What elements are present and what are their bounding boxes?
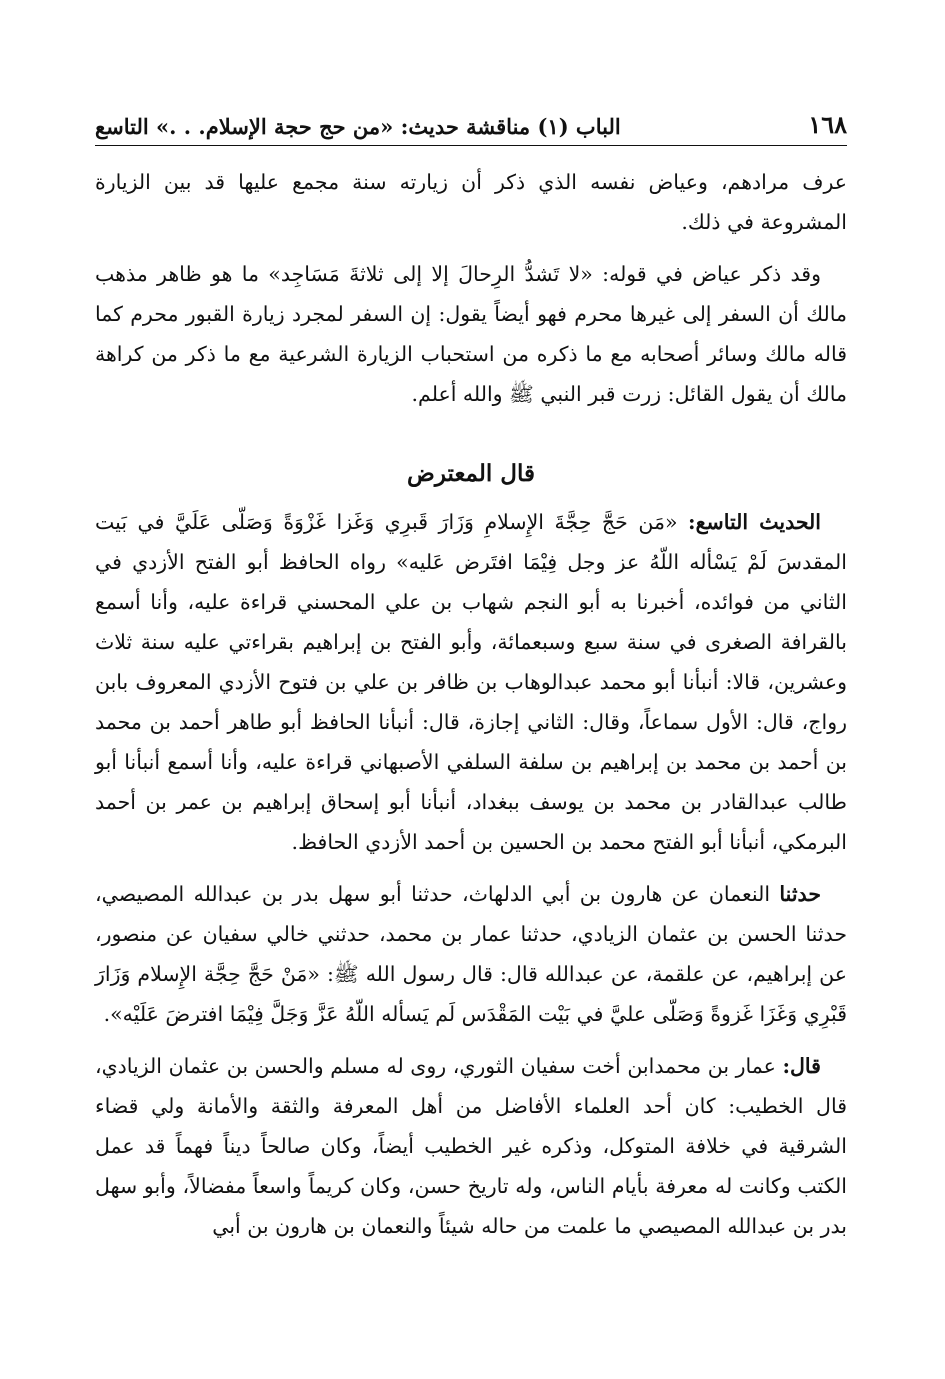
paragraph-3-text: «مَن حَجَّ حِجَّةَ الإِسلامِ وَزَارَ قَبرِي وَغَزا غَزْوَةً وَصَلّى عَلَيَّ في بَيت المقدسَ لَمْ يَسْأله اللّهُ عز وجل فِيْمَا افتَرض عَليه» رواه الحافظ أبو الفتح الأزدي في الثاني من فوائده، أخبرنا به أبو النجم شهاب بن علي المحسني قراءة عليه، وأنا أسمع بالقرافة الصغرى في سنة سبع وسبعمائة، وأبو الفتح بن إبراهيم بقراءتي عليه سنة ثلاث وعشرين، قالا: أنبأنا أبو محمد عبدالوهاب بن ظافر بن علي بن فتوح الأزدي المعروف بابن رواج، قال: الأول سماعاً، وقال: الثاني إجازة، قال: أنبأنا الحافظ أبو طاهر أحمد بن محمد بن أحمد بن محمد بن إبراهيم بن سلفة السلفي الأصبهاني قراءة عليه، وأنا أسمع أنبأنا أبو طالب عبدالقادر بن محمد بن يوسف ببغداد، أنبأنا أبو إسحاق إبراهيم بن عمر بن أحمد البرمكي، أنبأنا أبو الفتح محمد بن الحسين بن أحمد الأزدي الحافظ. xyxy=(95,510,847,854)
paragraph-3-lead: الحديث التاسع: xyxy=(688,510,821,534)
page-header xyxy=(95,100,847,146)
paragraph-4-text: النعمان عن هارون بن أبي الدلهاث، حدثنا أبو سهل بدر بن عبدالله المصيصي، حدثنا الحسن بن عثمان الزيادي، حدثنا عمار بن محمد، حدثني خالي سفيان عن منصور، عن إبراهيم، عن علقمة، عن عبدالله قال: قال رسول الله ﷺ: «مَنْ حَجَّ حِجَّة الإِسلام وَزَارَ قَبْرِي وَغَزَا غَزوةً وَصَلّى عليَّ في بَيْت المَقْدَس لَم يَسأله اللّهُ عَزَّ وَجَلَّ فِيْمَا افترضَ عَلَيْه». xyxy=(95,882,847,1026)
paragraph-3 xyxy=(95,502,847,862)
book-page xyxy=(95,100,847,1258)
paragraph-5-text: عمار بن محمدابن أخت سفيان الثوري، روى له مسلم والحسن بن عثمان الزيادي، قال الخطيب: كان أحد العلماء الأفاضل من أهل المعرفة والثقة والأمانة ولي قضاء الشرقية في خلافة المتوكل، وذكره غير الخطيب أيضاً، وكان صالحاً ديناً فهماً قد عمل الكتب وكانت له معرفة بأيام الناس، وله تاريخ حسن، وكان كريماً واسعاً مفضالاً، وأبو سهل بدر بن عبدالله المصيصي ما علمت من حاله شيئاً والنعمان بن هارون بن أبي xyxy=(95,1054,847,1238)
paragraph-4-lead: حدثنا xyxy=(779,882,821,906)
page-body xyxy=(95,162,847,1246)
paragraph-5-lead: قال: xyxy=(782,1054,821,1078)
page-number: ١٦٨ xyxy=(808,110,847,139)
running-title: الباب (١) مناقشة حديث: «من حج حجة الإسلام. . .» التاسع xyxy=(95,114,621,139)
paragraph-1: عرف مرادهم، وعياض نفسه الذي ذكر أن زيارته سنة مجمع عليها قد بين الزيارة المشروعة في ذلك. xyxy=(95,170,847,234)
section-heading: قال المعترض xyxy=(407,460,535,487)
paragraph-2: وقد ذكر عياض في قوله: «لا تَشدُّ الرِحالَ إلا إلى ثلاثةَ مَسَاجِد» ما هو ظاهر مذهب مالك أن السفر إلى غيرها محرم فهو أيضاً يقول: إن السفر لمجرد زيارة القبور محرم كما قاله مالك وسائر أصحابه مع ما ذكره من استحباب الزيارة الشرعية مع ما ذكر من كراهة مالك أن يقول القائل: زرت قبر النبي ﷺ والله أعلم. xyxy=(95,262,847,406)
paragraph-5 xyxy=(95,1046,847,1246)
paragraph-4 xyxy=(95,874,847,1034)
